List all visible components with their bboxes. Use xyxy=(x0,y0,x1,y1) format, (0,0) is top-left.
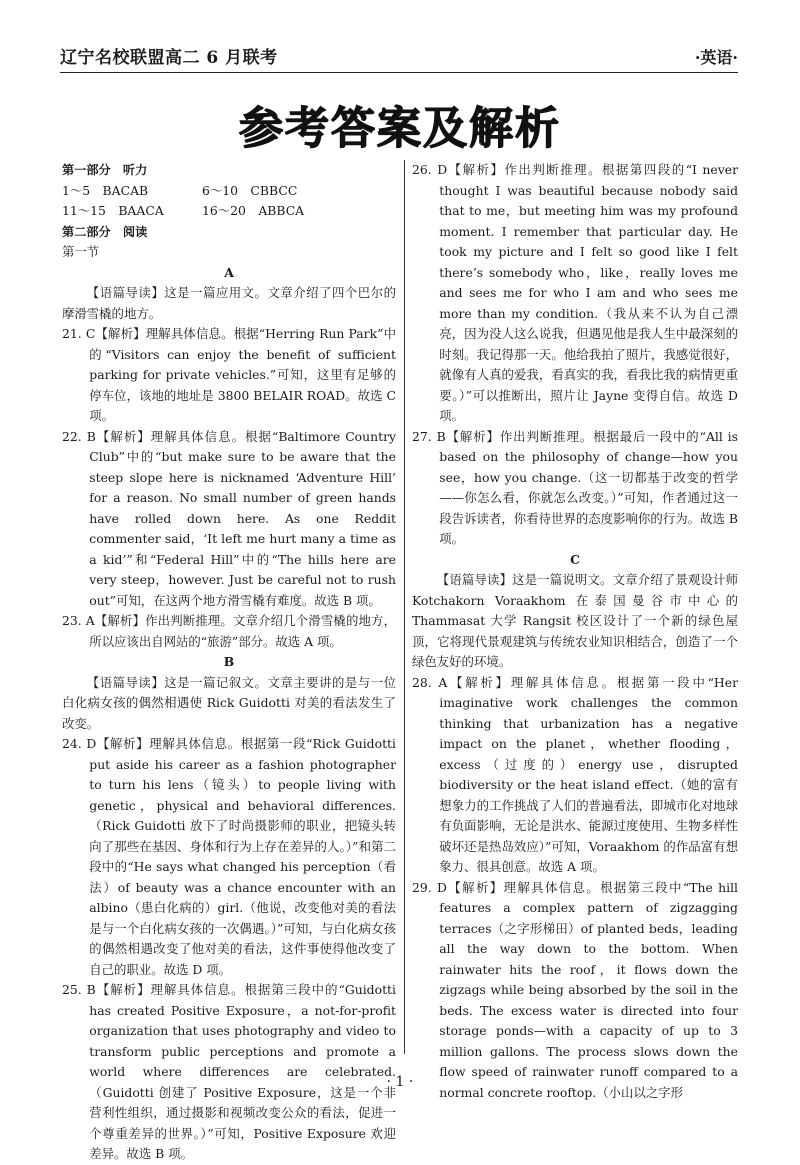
column-divider xyxy=(404,160,405,1054)
page-title: 参考答案及解析 xyxy=(239,103,561,154)
part2-heading: 第二部分 阅读 xyxy=(62,224,148,239)
passage-a-guide: 【语篇导读】这是一篇应用文。文章介绍了四个巴尔的摩滑雪橇的地方。 xyxy=(62,285,396,321)
answer-27: 27. B【解析】作出判断推理。根据最后一段中的“All is based on the philosophy of change—how you see，how you change.（这一切都基于改变的哲学——你怎么看，你就怎么改变。）”可知，作者通过这一段告诉读者，你看待世界的态度影响你的行为。故选 B 项。 xyxy=(412,428,738,546)
answer-16-20: 16～20 ABBCA xyxy=(202,203,305,218)
answer-21: 21. C【解析】理解具体信息。根据“Herring Run Park”中的“Visitors can enjoy the benefit of sufficient parking for private vehicles.”可知，这里有足够的停车位，该地的地址是 3800 BELAIR ROAD。故选 C 项。 xyxy=(62,326,396,423)
answer-6-10: 6～10 CBBCC xyxy=(202,182,298,198)
answer-22: 22. B【解析】理解具体信息。根据“Baltimore Country Club”中的“but make sure to be aware that the steep slope here is nicknamed ‘Adventure Hill’ for a reason. No small number of green hands have rolled down here. As one Reddit commenter said，‘It left me hurt many a time as a kid’”和“Federal Hill”中的“The hills here are very steep，however. Just be careful not to rush out”可知，在这两个地方滑雪橇有难度。故选 B 项。 xyxy=(62,428,396,608)
answer-row-1 xyxy=(62,181,396,202)
answer-28: 28. A【解析】理解具体信息。根据第一段中“Her imaginative work challenges the common thinking that urbanization has a negative impact on the planet，whether flooding，excess（过度的）energy use，disrupted biodiversity or the heat island effect.（她的富有想象力的工作挑战了人们的普遍看法，即城市化对地球有负面影响，无论是洪水、能源过度使用、生物多样性破坏还是热岛效应）”可知，Voraakhom 的作品富有想象力、很具创意。故选 A 项。 xyxy=(412,674,738,874)
answer-1-5: 1～5 BACAB xyxy=(62,182,149,198)
subject-label: ·英语· xyxy=(694,48,738,67)
left-column xyxy=(62,160,396,1161)
passage-b-letter: B xyxy=(223,654,235,669)
page-header xyxy=(60,36,738,73)
answer-24: 24. D【解析】理解具体信息。根据第一段“Rick Guidotti put aside his career as a fashion photographer to turn his lens（镜头）to people living with genetic，physical and behavioral differences.（Rick Guidotti 放下了时尚摄影师的职业，把镜头转向了那些在基因、身体和行为上存在差异的人。）”和第二段中的“He says what changed his perception（看法）of beauty was a chance encounter with an albino（患白化病的）girl.（他说，改变他对美的看法是与一个白化病女孩的一次偶遇。）”可知，与白化病女孩的偶然相遇改变了他对美的看法，这件事使得他改变了自己的职业。故选 D 项。 xyxy=(62,736,396,977)
answer-25: 25. B【解析】理解具体信息。根据第三段中的“Guidotti has created Positive Exposure，a not-for-profit organization that uses photography and video to transform public perceptions and promote a world where differences are celebrated.（Guidotti 创建了 Positive Exposure，这是一个非营利性组织，通过摄影和视频改变公众的看法，促进一个尊重差异的世界。）”可知，Positive Exposure 欢迎差异。故选 B 项。 xyxy=(62,982,396,1161)
passage-c-letter: C xyxy=(570,551,580,567)
section-label: 第一节 xyxy=(62,244,100,259)
passage-c-guide: 【语篇导读】这是一篇说明文。文章介绍了景观设计师 Kotchakorn Voraakhom 在泰国曼谷市中心的 Thammasat 大学 Rangsit 校区设计了一个新的绿色屋顶，它将现代景观建筑与传统农业知识相结合，创造了一个绿色友好的环境。 xyxy=(412,572,738,669)
page-number: · 1 · xyxy=(386,1074,414,1090)
answer-23: 23. A【解析】作出判断推理。文章介绍几个滑雪橇的地方，所以应该出自网站的“旅游”部分。故选 A 项。 xyxy=(62,613,396,649)
passage-a-letter: A xyxy=(224,264,234,280)
part1-heading: 第一部分 听力 xyxy=(62,163,148,177)
exam-title: 辽宁名校联盟高二 6 月联考 xyxy=(60,48,278,68)
passage-b-guide: 【语篇导读】这是一篇记叙文。文章主要讲的是与一位白化病女孩的偶然相遇使 Rick Guidotti 对美的看法发生了改变。 xyxy=(62,674,396,731)
answer-11-15: 11～15 BAACA xyxy=(62,203,164,218)
answer-26: 26. D【解析】作出判断推理。根据第四段的“I never thought I was beautiful because nobody said that to me，but meeting him was my profound moment. I remember that particular day. He took my picture and I felt so good like I felt there’s somebody who，like，really loves me and sees me for who I am and who sees me more than my condition.（我从来不认为自己漂亮，因为没人这么说我，但遇见他是我人生中最深刻的时刻。我记得那一天。他给我拍了照片，我感觉很好，就像有人真的爱我，看真实的我，看我比我的病情更重要。）”可以推断出，照片让 Jayne 变得自信。故选 D 项。 xyxy=(412,162,738,423)
answer-row-2 xyxy=(62,201,396,222)
right-column xyxy=(412,160,738,1100)
answer-29: 29. D【解析】理解具体信息。根据第三段中“The hill features a complex pattern of zigzagging terraces（之字形梯田）of planted beds，leading all the way down to the bottom. When rainwater hits the roof，it flows down the zigzags while being absorbed by the soil in the beds. The excess water is directed into four storage ponds—with a capacity of up to 3 million gallons. The process slows down the flow speed of rainwater runoff compared to a normal concrete rooftop.（小山以之字形 xyxy=(412,879,738,1100)
